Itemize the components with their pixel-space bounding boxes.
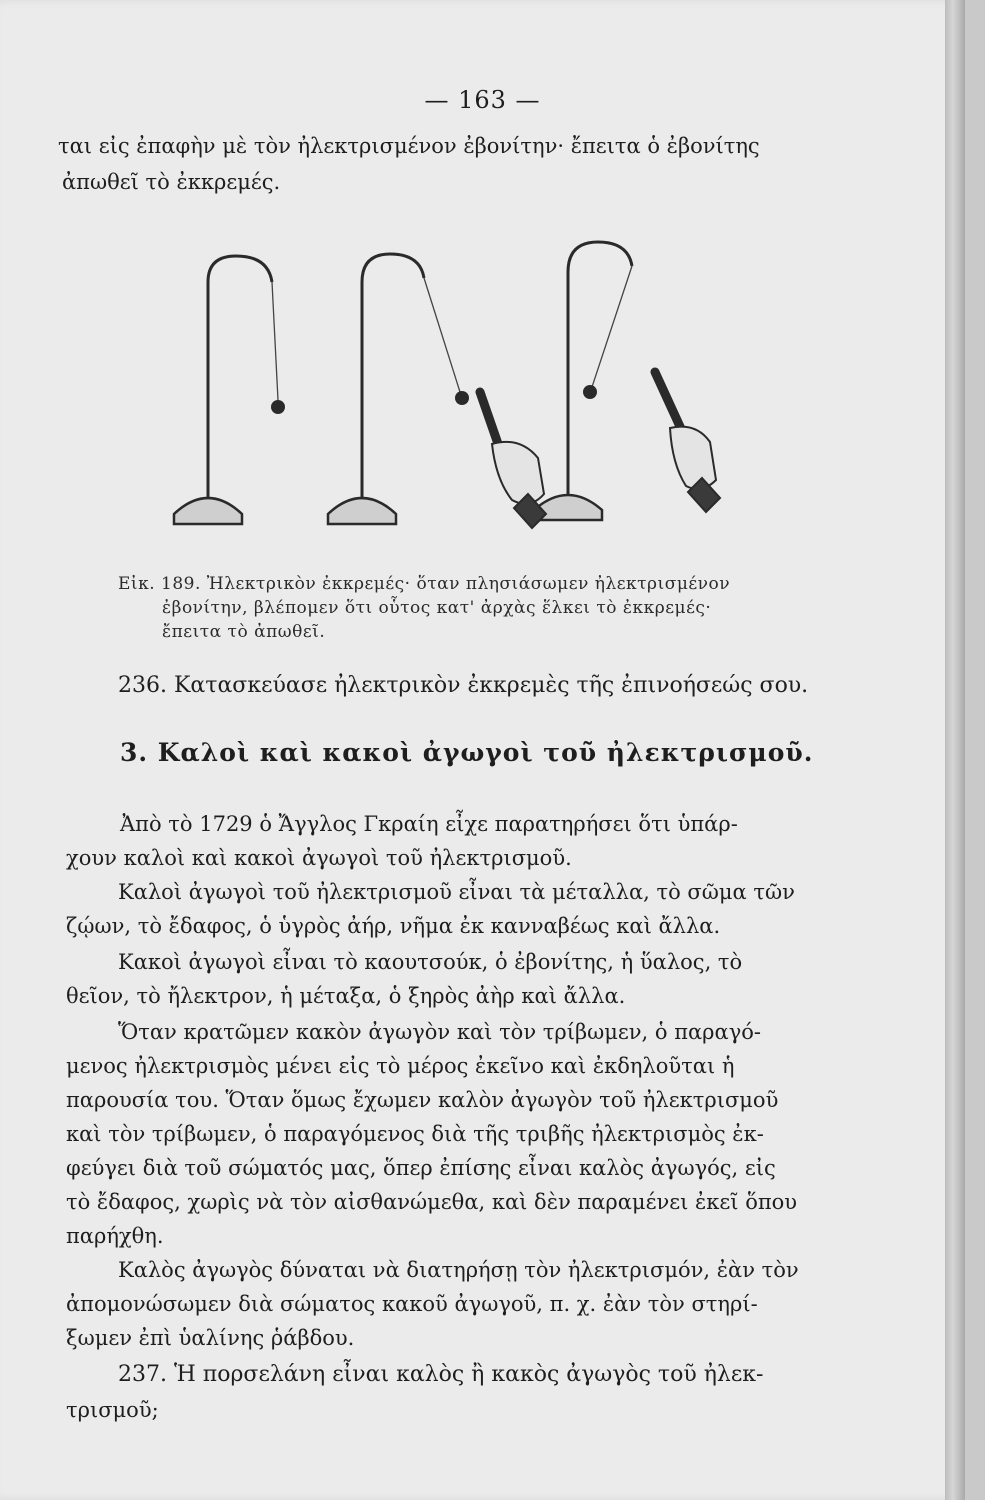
- page-edge: [945, 0, 965, 1500]
- thread-3: [592, 266, 632, 387]
- intro-line-2: ἀπωθεῖ τὸ ἐκκρεμές.: [62, 170, 281, 194]
- body-line-16: ξωμεν ἐπὶ ὑαλίνης ῥάβδου.: [66, 1326, 355, 1350]
- pith-ball-2: [455, 391, 469, 405]
- body-line-15: ἀπομονώσωμεν διὰ σώματος κακοῦ ἀγωγοῦ, π. χ. ἐὰν τὸν στηρί-: [66, 1292, 758, 1316]
- body-line-12: τὸ ἔδαφος, χωρὶς νὰ τὸν αἰσθανώμεθα, καὶ δὲν παραμένει ἐκεῖ ὅπου: [66, 1190, 798, 1214]
- body-line-10: καὶ τὸν τρίβωμεν, ὁ παραγόμενος διὰ τῆς τριβῆς ἠλεκτρισμὸς ἐκ-: [66, 1122, 764, 1146]
- figure-caption-line-2: ἐβονίτην, βλέπομεν ὅτι οὗτος κατ' ἀρχὰς ἕλκει τὸ ἐκκρεμές·: [162, 598, 712, 618]
- body-line-13: παρήχθη.: [66, 1224, 164, 1248]
- intro-line-1: ται εἰς ἐπαφὴν μὲ τὸν ἠλεκτρισμένον ἐβονίτην· ἔπειτα ὁ ἐβονίτης: [58, 134, 760, 158]
- body-line-4: ζῴων, τὸ ἔδαφος, ὁ ὑγρὸς ἀήρ, νῆμα ἐκ κανναβέως καὶ ἄλλα.: [66, 914, 721, 938]
- pith-ball-1: [271, 400, 285, 414]
- body-line-14: Καλὸς ἀγωγὸς δύναται νὰ διατηρήσῃ τὸν ἠλεκτρισμόν, ἐὰν τὸν: [118, 1258, 799, 1282]
- stand-2-rod: [362, 254, 424, 497]
- thread-2: [424, 278, 460, 392]
- body-line-11: φεύγει διὰ τοῦ σώματός μας, ὅπερ ἐπίσης εἶναι καλὸς ἀγωγός, εἰς: [66, 1156, 776, 1180]
- page-number: — 163 —: [424, 86, 541, 114]
- stand-1-base: [174, 498, 242, 524]
- body-line-8: μενος ἠλεκτρισμὸς μένει εἰς τὸ μέρος ἐκεῖνο καὶ ἐκδηλοῦται ἡ: [66, 1054, 735, 1078]
- exercise-236: 236. Κατασκεύασε ἠλεκτρικὸν ἐκκρεμὲς τῆς ἐπινοήσεώς σου.: [118, 673, 809, 698]
- body-line-9: παρουσία του. Ὅταν ὅμως ἔχωμεν καλὸν ἀγωγὸν τοῦ ἠλεκτρισμοῦ: [66, 1088, 779, 1112]
- body-line-7: Ὅταν κρατῶμεν κακὸν ἀγωγὸν καὶ τὸν τρίβωμεν, ὁ παραγό-: [118, 1020, 761, 1044]
- body-line-5: Κακοὶ ἀγωγοὶ εἶναι τὸ καουτσούκ, ὁ ἐβονίτης, ἡ ὕαλος, τὸ: [118, 950, 743, 974]
- body-line-3: Καλοὶ ἀγωγοὶ τοῦ ἠλεκτρισμοῦ εἶναι τὰ μέταλλα, τὸ σῶμα τῶν: [118, 880, 795, 904]
- figure-electric-pendulum: [150, 232, 790, 552]
- stand-1-rod: [208, 256, 272, 497]
- pith-ball-3: [583, 385, 597, 399]
- stand-3-rod: [568, 242, 632, 494]
- body-line-1: Ἀπὸ τὸ 1729 ὁ Ἄγγλος Γκραίη εἶχε παρατηρήσει ὅτι ὑπάρ-: [120, 812, 738, 836]
- body-line-6: θεῖον, τὸ ἤλεκτρον, ἡ μέταξα, ὁ ξηρὸς ἀὴρ καὶ ἄλλα.: [66, 984, 626, 1008]
- pendulum-illustration: [150, 232, 790, 552]
- hand-2: [670, 427, 716, 489]
- stand-2-base: [328, 498, 396, 524]
- figure-caption-line-3: ἔπειτα τὸ ἀπωθεῖ.: [162, 622, 326, 642]
- hand-1: [492, 442, 544, 504]
- exercise-237-line-2: τρισμοῦ;: [66, 1398, 159, 1422]
- figure-caption-line-1: Εἰκ. 189. Ἠλεκτρικὸν ἐκκρεμές· ὅταν πλησιάσωμεν ἠλεκτρισμένον: [118, 574, 731, 594]
- section-heading: 3. Καλοὶ καὶ κακοὶ ἀγωγοὶ τοῦ ἠλεκτρισμοῦ.: [120, 738, 814, 767]
- exercise-237-line-1: 237. Ἡ πορσελάνη εἶναι καλὸς ἢ κακὸς ἀγωγὸς τοῦ ἠλεκ-: [118, 1362, 764, 1387]
- thread-1: [272, 282, 278, 400]
- body-line-2: χουν καλοὶ καὶ κακοὶ ἀγωγοὶ τοῦ ἠλεκτρισμοῦ.: [66, 846, 572, 870]
